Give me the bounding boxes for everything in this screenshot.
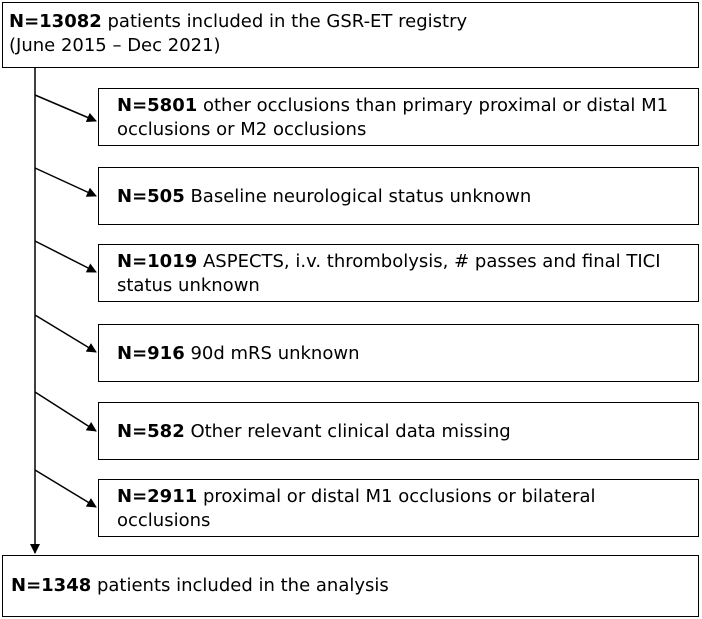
exclusion-reason-5: Other relevant clinical data missing: [184, 421, 511, 442]
exclusion-reason-3: ASPECTS, i.v. thrombolysis, # passes and final TICI: [197, 251, 661, 272]
exclusion-reason-6: proximal or distal M1 occlusions or bilateral: [197, 486, 596, 507]
exclusion-arrow-4: [35, 315, 96, 352]
analysis-label: patients included in the analysis: [91, 575, 389, 596]
exclusion-reason-2: Baseline neurological status unknown: [184, 186, 532, 207]
exclusion-reason-6-cont: occlusions: [117, 510, 211, 531]
registry-period: (June 2015 – Dec 2021): [9, 35, 221, 56]
exclusion-box-3: [98, 244, 699, 302]
exclusion-reason-1-cont: occlusions or M2 occlusions: [117, 119, 367, 140]
exclusion-count-1: N=5801: [117, 95, 198, 116]
exclusion-arrow-6: [35, 470, 96, 507]
exclusion-count-4: N=916: [117, 343, 185, 364]
analysis-count: N=1348: [11, 575, 92, 596]
exclusion-arrow-3: [35, 241, 96, 272]
exclusion-count-3: N=1019: [117, 251, 198, 272]
exclusion-arrow-1: [35, 95, 96, 121]
exclusion-box-4: [98, 324, 699, 382]
registry-box: [2, 2, 699, 68]
exclusion-count-2: N=505: [117, 186, 185, 207]
exclusion-reason-3-cont: status unknown: [117, 275, 260, 296]
registry-label: patients included in the GSR-ET registry: [101, 11, 468, 32]
exclusion-arrow-5: [35, 392, 96, 431]
analysis-box: [2, 555, 699, 617]
exclusion-count-5: N=582: [117, 421, 185, 442]
exclusion-count-6: N=2911: [117, 486, 198, 507]
exclusion-box-6: [98, 479, 699, 537]
exclusion-reason-4: 90d mRS unknown: [184, 343, 360, 364]
exclusion-box-1: [98, 88, 699, 146]
exclusion-box-5: [98, 402, 699, 460]
exclusion-arrow-2: [35, 168, 96, 196]
exclusion-reason-1: other occlusions than primary proximal or distal M1: [197, 95, 669, 116]
exclusion-box-2: [98, 167, 699, 225]
registry-count: N=13082: [9, 11, 102, 32]
